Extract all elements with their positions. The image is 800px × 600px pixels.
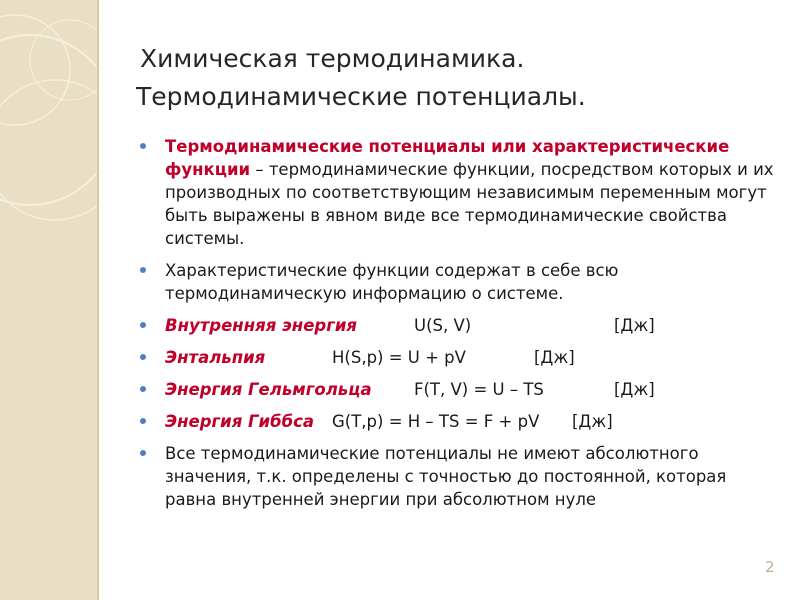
potential-formula: H(S,p) = U + pV [332, 348, 466, 367]
bullet-dot-icon [140, 354, 146, 360]
page-number: 2 [765, 558, 775, 576]
title-line-2: Термодинамические потенциалы. [136, 82, 586, 111]
decorative-side-band [0, 0, 97, 600]
bullet-final [137, 442, 777, 511]
potential-unit: [Дж] [614, 316, 655, 335]
potential-formula: U(S, V) [414, 316, 472, 335]
potential-helmholtz [137, 378, 777, 401]
bullet-definition [137, 135, 777, 250]
decorative-circles [0, 0, 97, 600]
potential-internal-energy [137, 314, 777, 337]
bullet-dot-icon [140, 267, 146, 273]
title-line-1: Химическая термодинамика. [140, 44, 525, 73]
bullet-dot-icon [140, 418, 146, 424]
potential-formula: G(T,p) = H – TS = F + pV [332, 412, 540, 431]
side-divider [97, 0, 99, 600]
bullet-characteristic [137, 259, 777, 305]
potential-name: Энергия Гиббса [165, 412, 315, 431]
definition-term: Термодинамические потенциалы или характеристические функции [165, 137, 730, 179]
potential-name: Энергия Гельмгольца [165, 380, 372, 399]
bullet-dot-icon [140, 322, 146, 328]
slide-title [136, 40, 586, 116]
potential-name: Внутренняя энергия [165, 316, 357, 335]
bullet-dot-icon [140, 386, 146, 392]
potential-gibbs [137, 410, 777, 433]
potential-unit: [Дж] [614, 380, 655, 399]
potential-unit: [Дж] [572, 412, 613, 431]
bullet-dot-icon [140, 450, 146, 456]
characteristic-text: Характеристические функции содержат в себе всю термодинамическую информацию о системе. [165, 261, 619, 303]
definition-text: – термодинамические функции, посредством которых и их производных по соответствующим независимым переменным могут быть выражены в явном виде все термодинамические свойства системы. [165, 160, 774, 248]
potential-enthalpy [137, 346, 777, 369]
bullet-dot-icon [140, 143, 146, 149]
potential-name: Энтальпия [165, 348, 266, 367]
final-text: Все термодинамические потенциалы не имеют абсолютного значения, т.к. определены с точностью до постоянной, которая равна внутренней энергии при абсолютном нуле [165, 444, 727, 509]
potential-formula: F(T, V) = U – TS [414, 380, 544, 399]
bullet-list [137, 135, 777, 520]
potential-unit: [Дж] [534, 348, 575, 367]
